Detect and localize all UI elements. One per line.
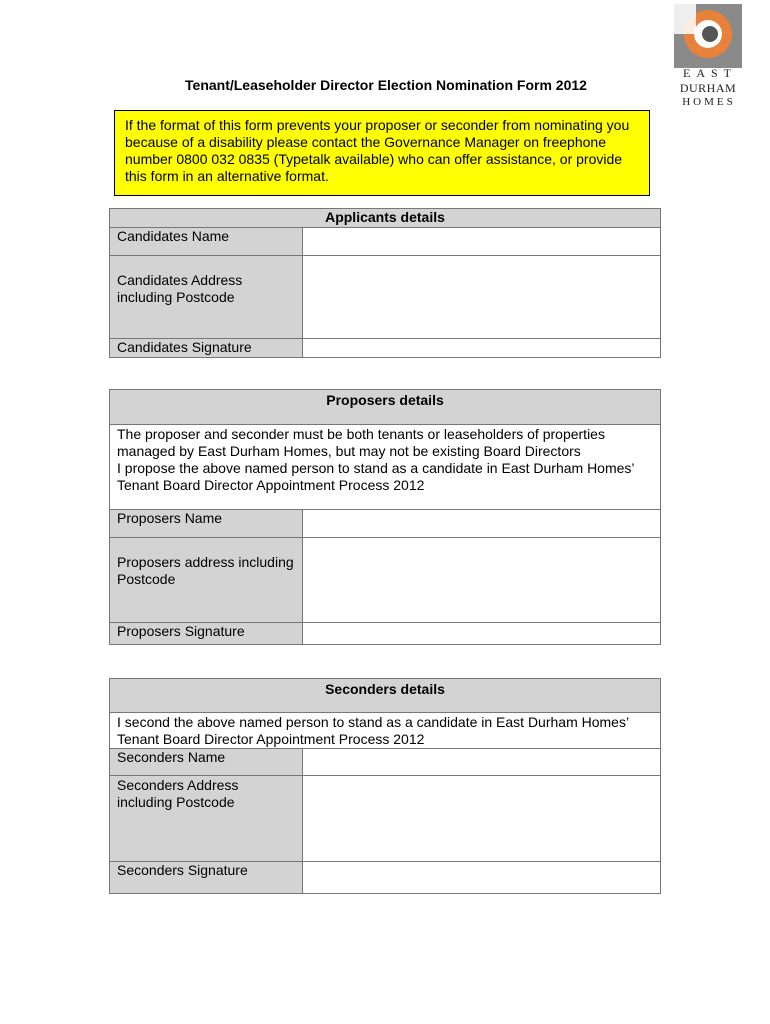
- logo-mark-icon: [674, 4, 742, 68]
- applicants-table: [109, 208, 661, 358]
- proposers-statement-text: I propose the above named person to stand as a candidate in East Durham Homes’ Tenant Board Director Appointment Process 2012: [117, 460, 635, 493]
- proposer-signature-field[interactable]: [303, 623, 661, 645]
- proposer-signature-label: Proposers Signature: [110, 623, 303, 645]
- proposer-name-field[interactable]: [303, 510, 661, 538]
- seconder-name-label: Seconders Name: [110, 749, 303, 776]
- candidate-address-label: Candidates Address including Postcode: [110, 256, 303, 339]
- seconder-signature-label: Seconders Signature: [110, 862, 303, 894]
- seconder-name-field[interactable]: [303, 749, 661, 776]
- seconders-table: [109, 678, 661, 894]
- proposer-address-field[interactable]: [303, 538, 661, 623]
- seconders-heading: Seconders details: [110, 679, 661, 713]
- candidate-name-field[interactable]: [303, 228, 661, 256]
- proposers-instructions: [110, 425, 661, 510]
- east-durham-homes-logo: [672, 4, 744, 106]
- logo-text-durham: DURHAM: [679, 81, 737, 95]
- logo-text-east: EAST: [683, 66, 737, 80]
- seconder-address-label: Seconders Address including Postcode: [110, 776, 303, 862]
- candidate-name-label: Candidates Name: [110, 228, 303, 256]
- proposer-address-label: Proposers address including Postcode: [110, 538, 303, 623]
- logo-text-homes: HOMES: [682, 96, 736, 108]
- accessibility-notice: If the format of this form prevents your proposer or seconder from nominating you because of a disability please contact the Governance Manager on freephone number 0800 032 0835 (Typetalk available) who can offer assistance, or provide this form in an alternative format.: [114, 110, 650, 196]
- applicants-heading: Applicants details: [110, 209, 661, 228]
- form-title: Tenant/Leaseholder Director Election Nomination Form 2012: [185, 77, 587, 93]
- seconder-signature-field[interactable]: [303, 862, 661, 894]
- proposers-eligibility-text: The proposer and seconder must be both tenants or leaseholders of properties managed by East Durham Homes, but may not be existing Board Directors: [117, 426, 605, 459]
- proposer-name-label: Proposers Name: [110, 510, 303, 538]
- seconders-statement-text: I second the above named person to stand as a candidate in East Durham Homes’ Tenant Board Director Appointment Process 2012: [110, 713, 661, 749]
- seconder-address-field[interactable]: [303, 776, 661, 862]
- proposers-table: [109, 389, 661, 645]
- candidate-signature-label: Candidates Signature: [110, 339, 303, 358]
- candidate-address-field[interactable]: [303, 256, 661, 339]
- proposers-heading: Proposers details: [110, 390, 661, 425]
- candidate-signature-field[interactable]: [303, 339, 661, 358]
